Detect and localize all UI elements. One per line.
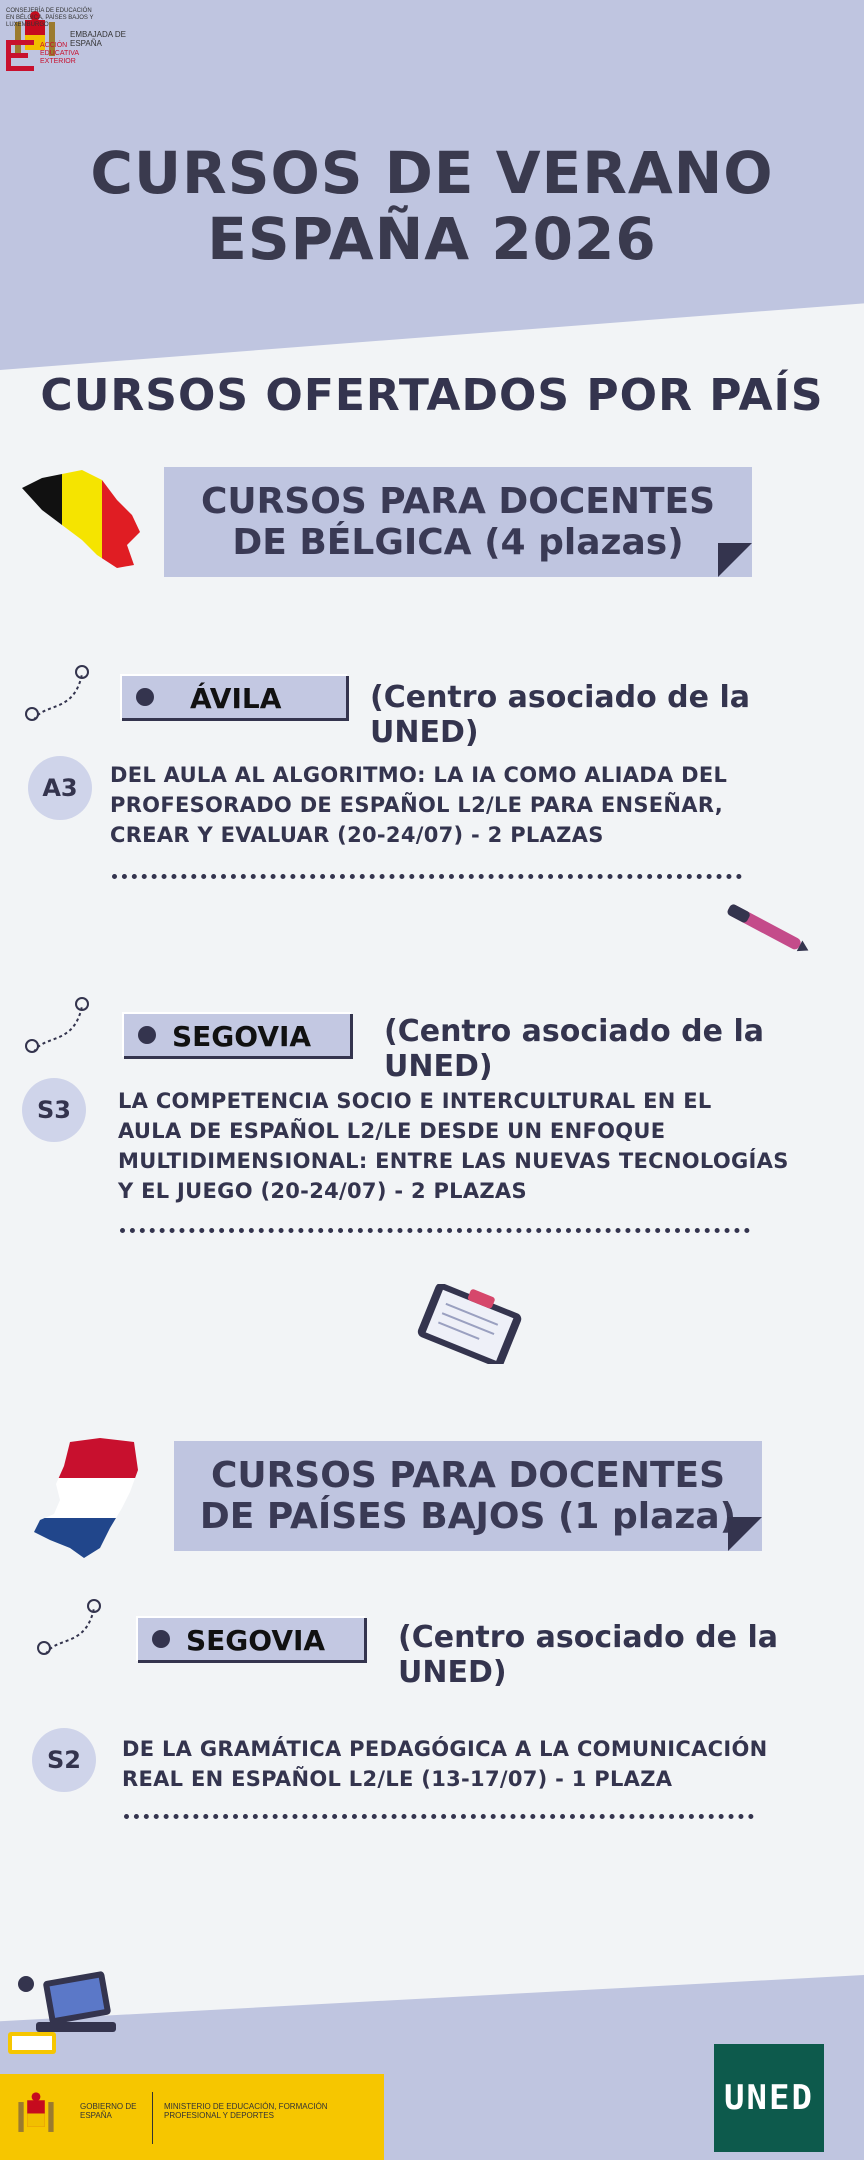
page-subtitle: CURSOS OFERTADOS POR PAÍS bbox=[40, 370, 824, 421]
route-pin-icon bbox=[24, 994, 94, 1064]
city-name-avila: ÁVILA bbox=[190, 682, 282, 715]
embajada-text: EMBAJADA DE ESPAÑA bbox=[70, 30, 127, 48]
section-netherlands-line1: CURSOS PARA DOCENTES bbox=[210, 1455, 726, 1496]
belgium-flag-map-icon bbox=[22, 470, 142, 570]
gobierno-text: GOBIERNO DE ESPAÑA bbox=[80, 2102, 137, 2120]
page-title bbox=[0, 140, 864, 272]
course-description-s3 bbox=[118, 1086, 838, 1206]
city-dot bbox=[138, 1026, 156, 1044]
accion-educativa-icon bbox=[6, 40, 36, 72]
route-pin-icon bbox=[24, 662, 94, 732]
city-tag-avila bbox=[122, 676, 349, 721]
city-dot bbox=[152, 1630, 170, 1648]
uned-text: UNED bbox=[724, 2078, 814, 2118]
center-note-segovia: (Centro asociado de la UNED) bbox=[384, 1014, 764, 1084]
dotted-divider bbox=[112, 874, 742, 879]
ministerio-text: MINISTERIO DE EDUCACIÓN, FORMACIÓN PROFESIONAL Y DEPORTES bbox=[164, 2102, 328, 2120]
section-header-belgium bbox=[164, 467, 752, 577]
clipboard-icon bbox=[404, 1284, 534, 1364]
course-code-badge-s3: S3 bbox=[22, 1078, 86, 1142]
route-pin-icon bbox=[36, 1596, 106, 1666]
section-header-netherlands bbox=[174, 1441, 762, 1551]
city-tag-segovia bbox=[124, 1014, 353, 1059]
logo-divider bbox=[152, 2092, 153, 2144]
city-tag-segovia bbox=[138, 1618, 367, 1663]
course-description-s2 bbox=[122, 1734, 842, 1794]
center-note-segovia: (Centro asociado de la UNED) bbox=[398, 1620, 778, 1690]
title-line2: ESPAÑA 2026 bbox=[207, 205, 657, 273]
city-dot bbox=[136, 688, 154, 706]
dotted-divider bbox=[120, 1228, 750, 1233]
course-line: LA COMPETENCIA SOCIO E INTERCULTURAL EN EL bbox=[118, 1089, 712, 1113]
accion-text: ACCIÓN EDUCATIVA EXTERIOR bbox=[40, 42, 79, 65]
city-name-segovia: SEGOVIA bbox=[172, 1020, 312, 1053]
course-line: AULA DE ESPAÑOL L2/LE DESDE UN ENFOQUE bbox=[118, 1119, 666, 1143]
course-line: MULTIDIMENSIONAL: ENTRE LAS NUEVAS TECNOLOGÍAS bbox=[118, 1149, 789, 1173]
laptop-illustration-icon bbox=[6, 1966, 118, 2060]
netherlands-flag-map-icon bbox=[30, 1436, 142, 1560]
coat-of-arms-icon bbox=[14, 2088, 58, 2146]
pen-icon bbox=[716, 896, 816, 960]
uned-logo bbox=[714, 2044, 824, 2152]
center-note-avila: (Centro asociado de la UNED) bbox=[370, 680, 750, 750]
city-name-segovia: SEGOVIA bbox=[186, 1624, 326, 1657]
section-netherlands-line2: DE PAÍSES BAJOS (1 plaza) bbox=[199, 1496, 737, 1537]
section-fold-corner bbox=[728, 1517, 762, 1551]
consejeria-text: CONSEJERÍA DE EDUCACIÓN EN BÉLGICA, PAÍSES BAJOS Y LUXEMBURGO bbox=[6, 8, 94, 28]
section-belgium-line1: CURSOS PARA DOCENTES bbox=[200, 481, 716, 522]
course-line: DEL AULA AL ALGORITMO: LA IA COMO ALIADA DEL bbox=[110, 763, 728, 787]
course-code-badge-a3: A3 bbox=[28, 756, 92, 820]
course-description-a3 bbox=[110, 760, 830, 850]
course-line: CREAR Y EVALUAR (20-24/07) - 2 PLAZAS bbox=[110, 823, 604, 847]
course-line: REAL EN ESPAÑOL L2/LE (13-17/07) - 1 PLAZA bbox=[122, 1767, 673, 1791]
section-belgium-line2: DE BÉLGICA (4 plazas) bbox=[232, 522, 684, 563]
course-line: PROFESORADO DE ESPAÑOL L2/LE PARA ENSEÑAR, bbox=[110, 793, 723, 817]
section-fold-corner bbox=[718, 543, 752, 577]
course-code-badge-s2: S2 bbox=[32, 1728, 96, 1792]
dotted-divider bbox=[124, 1814, 754, 1819]
course-line: DE LA GRAMÁTICA PEDAGÓGICA A LA COMUNICACIÓN bbox=[122, 1737, 768, 1761]
course-line: Y EL JUEGO (20-24/07) - 2 PLAZAS bbox=[118, 1179, 527, 1203]
gobierno-logo bbox=[0, 2074, 384, 2160]
title-line1: CURSOS DE VERANO bbox=[90, 139, 774, 207]
